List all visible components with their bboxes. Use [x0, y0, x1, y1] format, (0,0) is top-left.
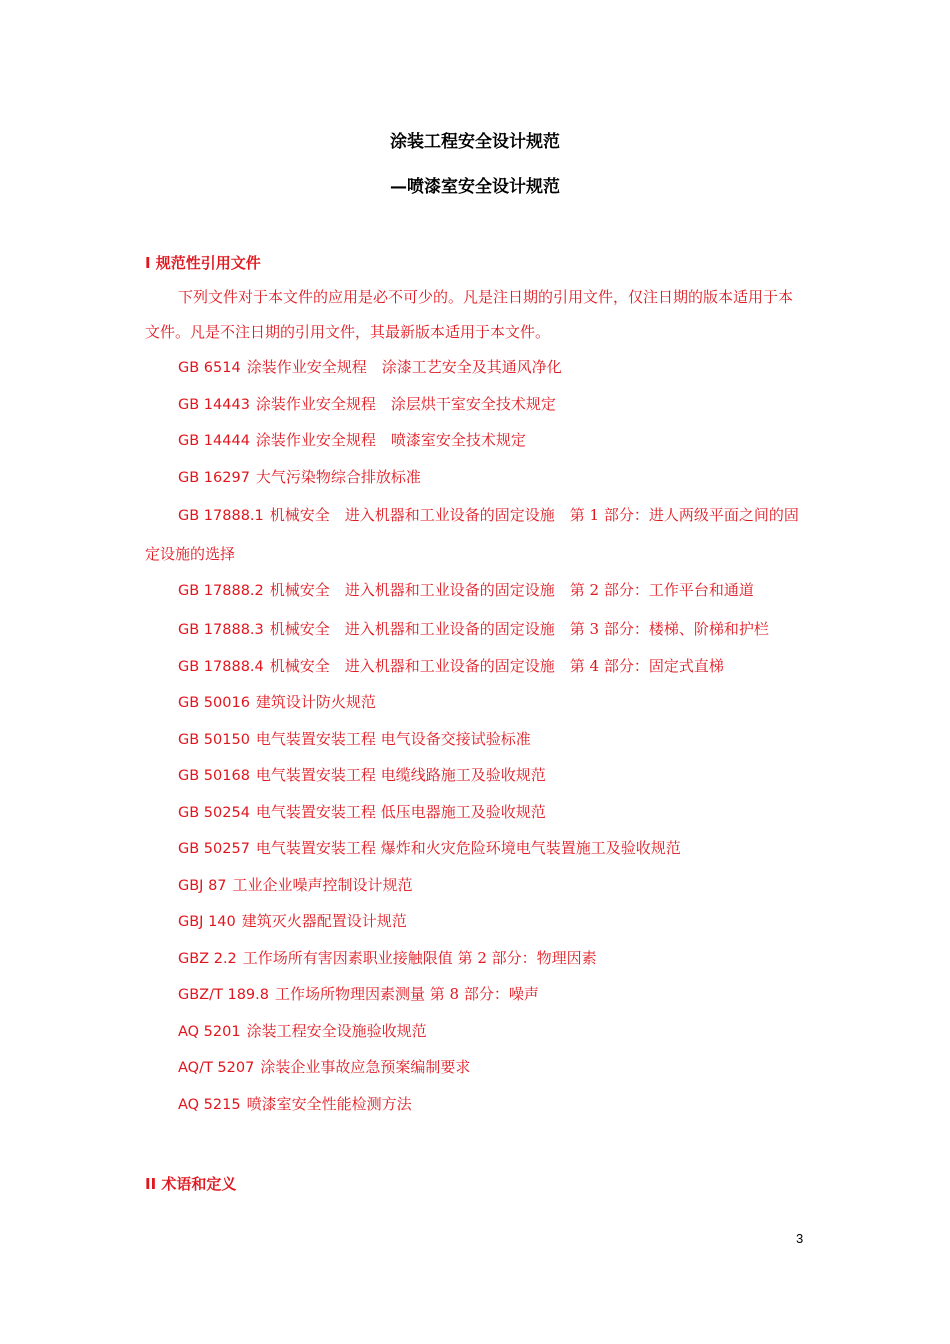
- reference-item: [145, 904, 805, 941]
- reference-title: 机械安全 进入机器和工业设备的固定设施 第 3 部分：楼梯、阶梯和护栏: [269, 619, 769, 638]
- reference-code: GB 50168: [178, 768, 250, 784]
- section-intro-paragraph: 下列文件对于本文件的应用是必不可少的。凡是注日期的引用文件，仅注日期的版本适用于本文件。凡是不注日期的引用文件，其最新版本适用于本文件。: [145, 288, 794, 341]
- reference-code: GB 50254: [178, 804, 250, 821]
- reference-title: 工作场所物理因素测量 第 8 部分：噪声: [274, 985, 539, 1003]
- reference-code: GB 17888.1: [178, 508, 264, 524]
- reference-title: 工作场所有害因素职业接触限值 第 2 部分：物理因素: [242, 948, 597, 967]
- document-title: 涂装工程安全设计规范: [390, 132, 560, 152]
- reference-title: 涂装企业事故应急预案编制要求: [260, 1058, 471, 1076]
- section-heading-normative-references: I 规范性引用文件: [145, 254, 261, 272]
- reference-code: GB 17888.3: [178, 621, 264, 638]
- reference-title: 涂装工程安全设施验收规范: [246, 1021, 427, 1040]
- reference-item: [145, 1087, 805, 1124]
- reference-title: 涂装作业安全规程 喷漆室安全技术规定: [255, 431, 526, 449]
- reference-item: [145, 496, 805, 573]
- reference-item: [145, 1014, 805, 1051]
- reference-title: 电气装置安装工程 低压电器施工及验收规范: [255, 802, 546, 821]
- reference-item: [145, 1050, 805, 1087]
- reference-code: AQ 5201: [178, 1023, 241, 1040]
- reference-code: GB 16297: [178, 469, 250, 486]
- reference-title: 电气装置安装工程 电气设备交接试验标准: [255, 729, 531, 748]
- reference-item: [145, 350, 805, 387]
- reference-item: [145, 423, 805, 460]
- reference-code: GB 14444: [178, 433, 250, 449]
- reference-code: GB 50257: [178, 841, 250, 857]
- reference-item: [145, 649, 805, 686]
- reference-item: [145, 795, 805, 832]
- reference-code: AQ/T 5207: [178, 1060, 255, 1076]
- reference-code: GB 17888.2: [178, 583, 264, 599]
- reference-code: GB 6514: [178, 360, 241, 376]
- reference-title: 机械安全 进入机器和工业设备的固定设施 第 4 部分：固定式直梯: [269, 656, 724, 675]
- reference-title: 机械安全 进入机器和工业设备的固定设施 第 2 部分：工作平台和通道: [269, 581, 754, 599]
- reference-item: [145, 387, 805, 424]
- reference-item: [145, 573, 805, 610]
- reference-item: [145, 460, 805, 497]
- reference-title: 建筑设计防火规范: [255, 693, 376, 711]
- reference-item: [145, 685, 805, 722]
- reference-code: GB 17888.4: [178, 658, 264, 675]
- reference-code: GBJ 140: [178, 914, 236, 930]
- reference-code: GBZ/T 189.8: [178, 987, 269, 1003]
- reference-code: GBZ 2.2: [178, 950, 237, 967]
- page-number: 3: [796, 1231, 804, 1246]
- reference-title: 喷漆室安全性能检测方法: [246, 1094, 412, 1113]
- reference-code: GB 50016: [178, 695, 250, 711]
- section-heading-terms-definitions: II 术语和定义: [145, 1175, 237, 1193]
- reference-item: [145, 610, 805, 649]
- reference-title: 涂装作业安全规程 涂层烘干室安全技术规定: [255, 394, 556, 413]
- reference-item: [145, 868, 805, 905]
- reference-item: [145, 758, 805, 795]
- reference-list: [145, 350, 805, 1123]
- reference-title: 工业企业噪声控制设计规范: [232, 875, 413, 894]
- reference-code: GB 14443: [178, 396, 250, 413]
- reference-item: [145, 722, 805, 759]
- reference-code: GBJ 87: [178, 877, 227, 894]
- reference-title: 大气污染物综合排放标准: [255, 467, 421, 486]
- reference-code: GB 50150: [178, 731, 250, 748]
- reference-title: 建筑灭火器配置设计规范: [241, 912, 407, 930]
- reference-item: [145, 941, 805, 978]
- reference-code: AQ 5215: [178, 1096, 241, 1113]
- reference-title: 电气装置安装工程 爆炸和火灾危险环境电气装置施工及验收规范: [255, 839, 681, 857]
- reference-title: 电气装置安装工程 电缆线路施工及验收规范: [255, 766, 546, 784]
- reference-title: 机械安全 进入机器和工业设备的固定设施 第 1 部分：进人两级平面之间的固定设施的选择: [145, 506, 799, 563]
- reference-title: 涂装作业安全规程 涂漆工艺安全及其通风净化: [246, 358, 562, 376]
- reference-item: [145, 831, 805, 868]
- document-subtitle: —喷漆室安全设计规范: [390, 177, 560, 197]
- reference-item: [145, 977, 805, 1014]
